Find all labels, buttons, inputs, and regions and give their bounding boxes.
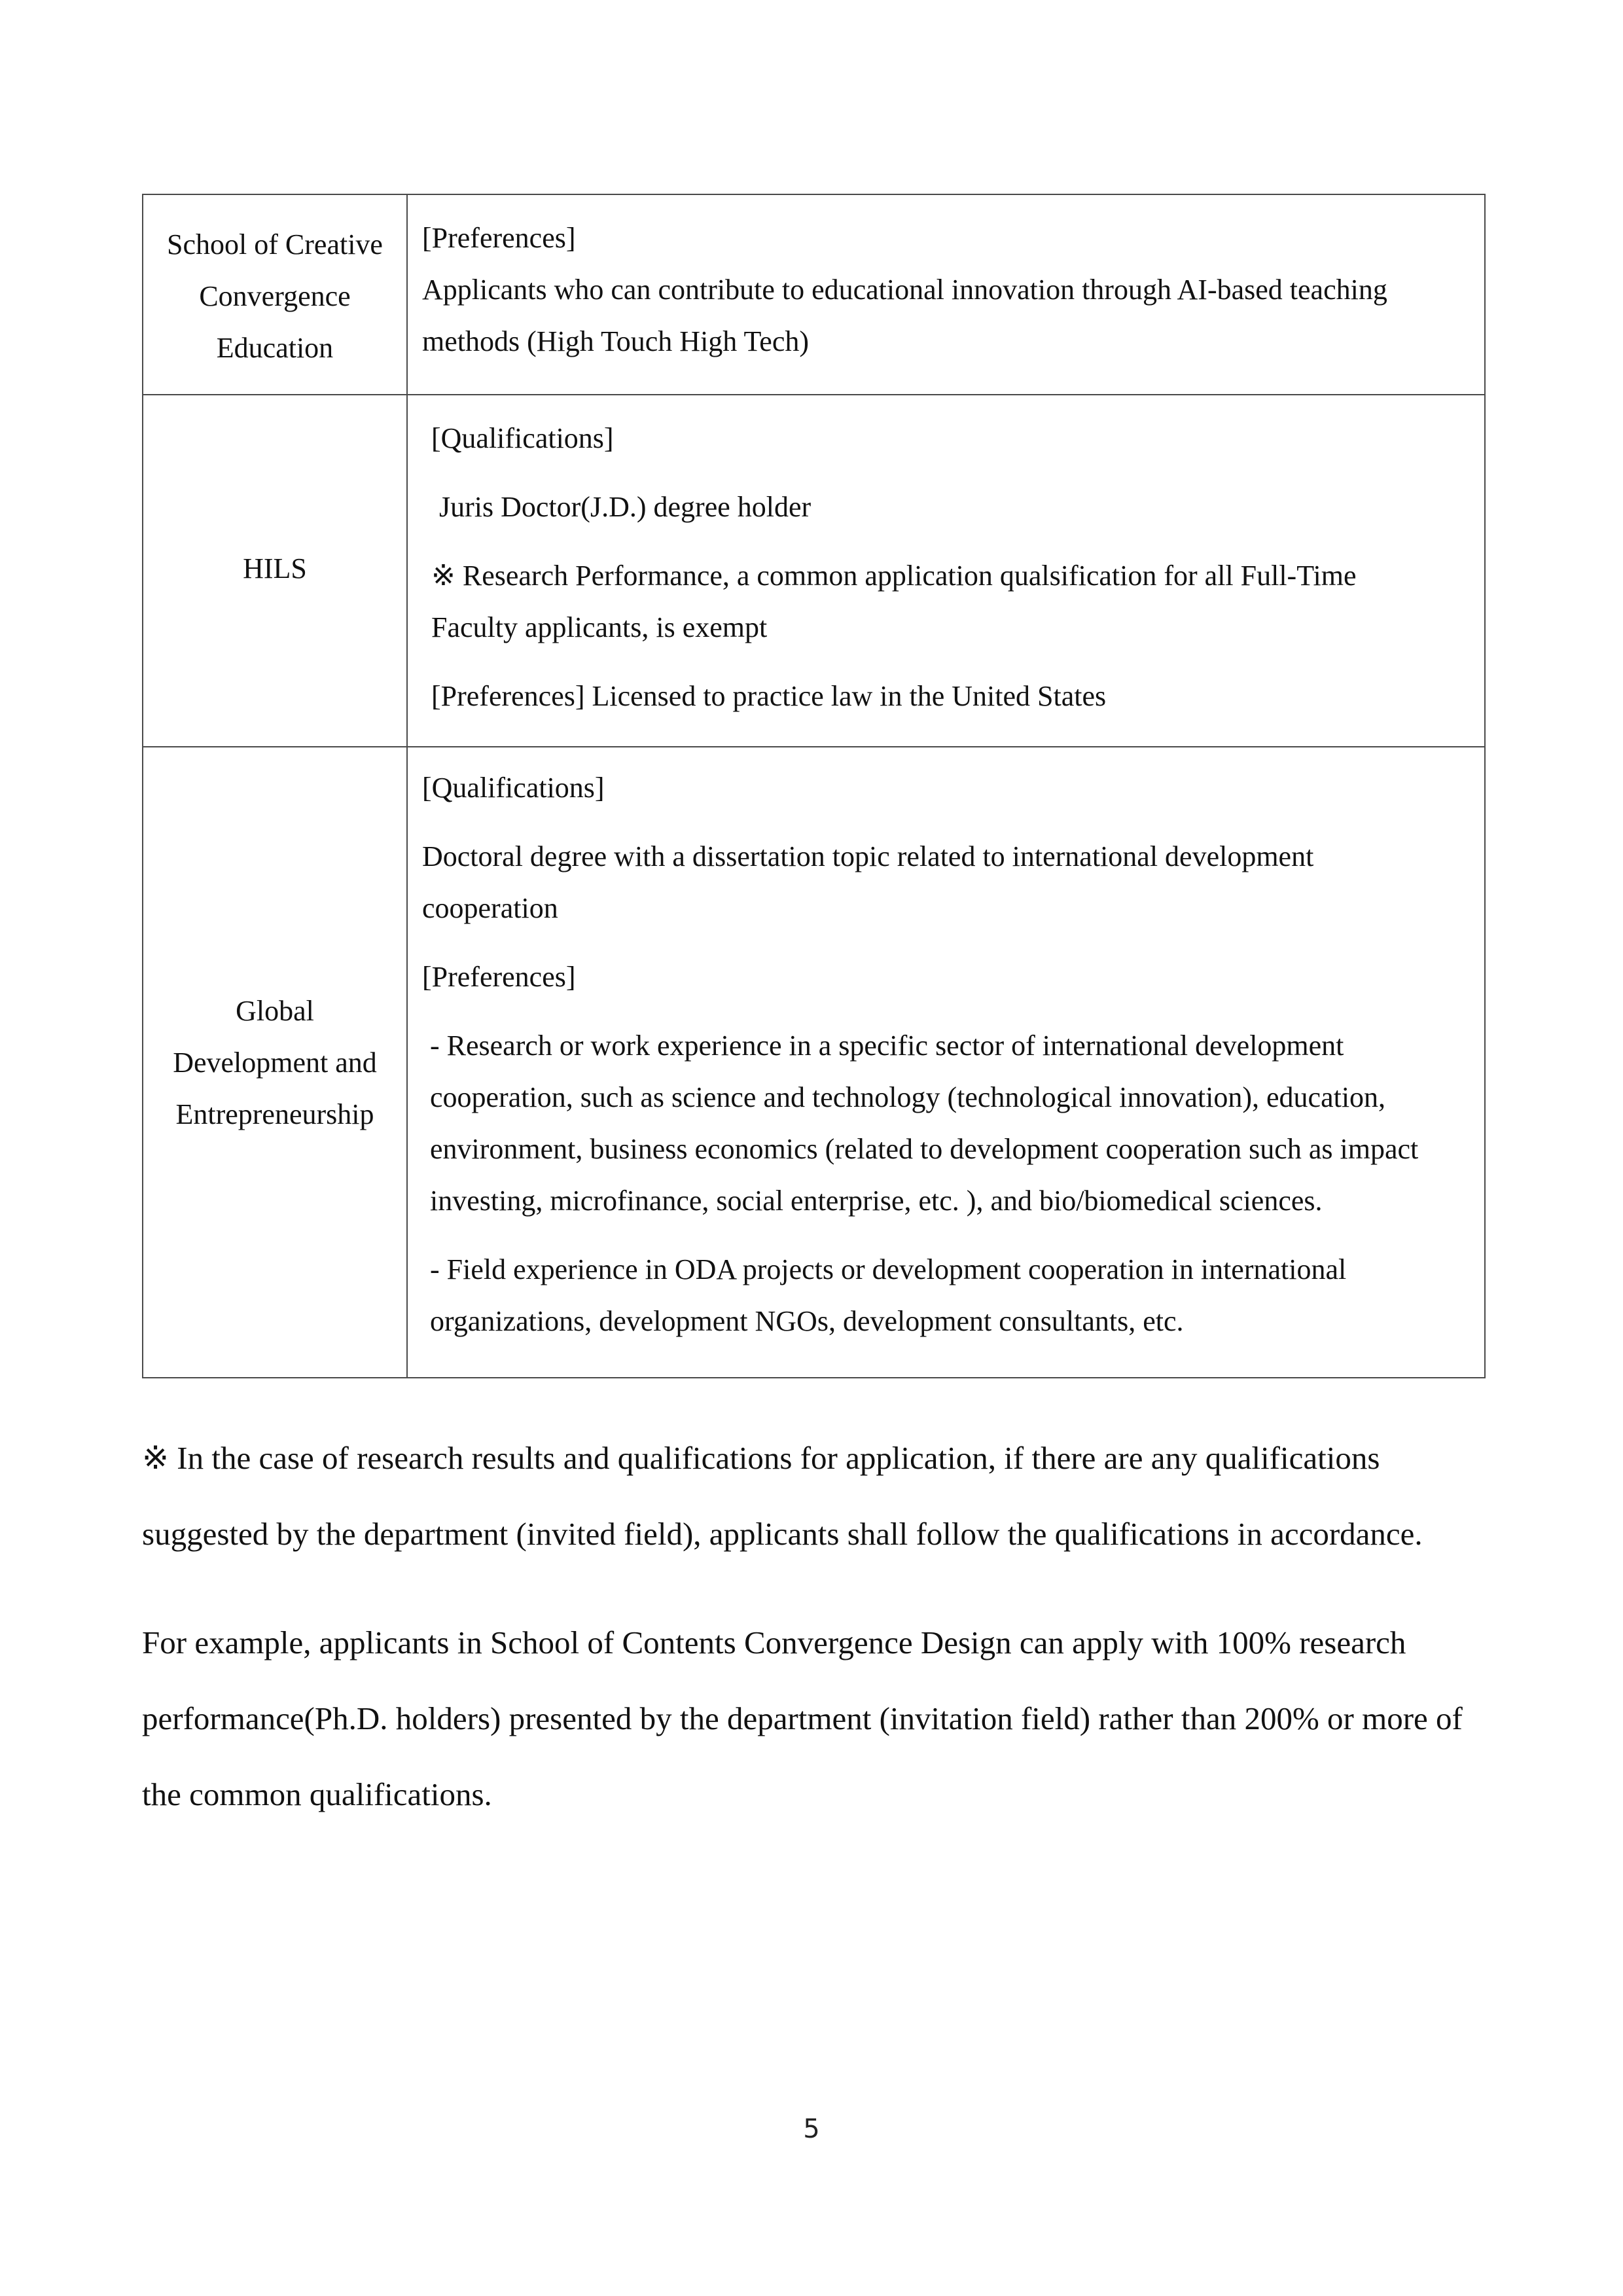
qualifications-heading: [Qualifications] (431, 422, 614, 454)
qualifications-heading: [Qualifications] (422, 772, 605, 804)
requirements-cell (407, 194, 1485, 395)
preference-bullet: - Research or work experience in a specific sector of international development cooperation, such as science and technology (technological innovation), education, environment, business economics (related to development cooperation such as impact investing, microfinance, social enterprise, etc. ), and bio/biomedical sciences. (430, 1030, 1419, 1217)
preferences-text: [Preferences] Licensed to practice law in the United States (431, 680, 1107, 712)
requirements-cell (407, 395, 1485, 747)
requirement-text-line: methods (High Touch High Tech) (422, 325, 810, 357)
table-row (143, 747, 1485, 1378)
department-cell (143, 194, 407, 395)
preferences-heading: [Preferences] (422, 222, 576, 254)
requirements-cell (407, 747, 1485, 1378)
requirement-text: Juris Doctor(J.D.) degree holder (439, 491, 812, 523)
department-line: Global (236, 994, 314, 1027)
requirement-text-line: Applicants who can contribute to educational innovation through AI-based teaching (422, 274, 1387, 306)
department-name: HILS (243, 552, 307, 584)
faculty-qualifications-table (142, 194, 1486, 1378)
preference-bullet: - Field experience in ODA projects or development cooperation in international organizations, development NGOs, development consultants, etc. (430, 1253, 1347, 1337)
department-cell (143, 395, 407, 747)
table-row (143, 194, 1485, 395)
application-example: For example, applicants in School of Contents Convergence Design can apply with 100% research performance(Ph.D. holders) presented by the department (invitation field) rather than 200% or more of the common qualifications. (142, 1624, 1463, 1812)
page-number: 5 (803, 2114, 820, 2144)
department-cell (143, 747, 407, 1378)
department-line: Development and (173, 1046, 377, 1079)
table-row (143, 395, 1485, 747)
department-line: Education (216, 331, 334, 364)
department-line: Convergence (199, 279, 351, 312)
requirement-text: Doctoral degree with a dissertation topic related to international development cooperation (422, 840, 1314, 924)
department-line: Entrepreneurship (175, 1098, 374, 1130)
application-note: ※ In the case of research results and qualifications for application, if there are any qualifications suggested by the department (invited field), applicants shall follow the qualifications in accordance. (142, 1440, 1423, 1552)
note-text: ※ Research Performance, a common application qualsification for all Full-Time Faculty applicants, is exempt (431, 560, 1357, 643)
preferences-heading: [Preferences] (422, 961, 576, 993)
department-line: School of Creative (167, 228, 383, 260)
